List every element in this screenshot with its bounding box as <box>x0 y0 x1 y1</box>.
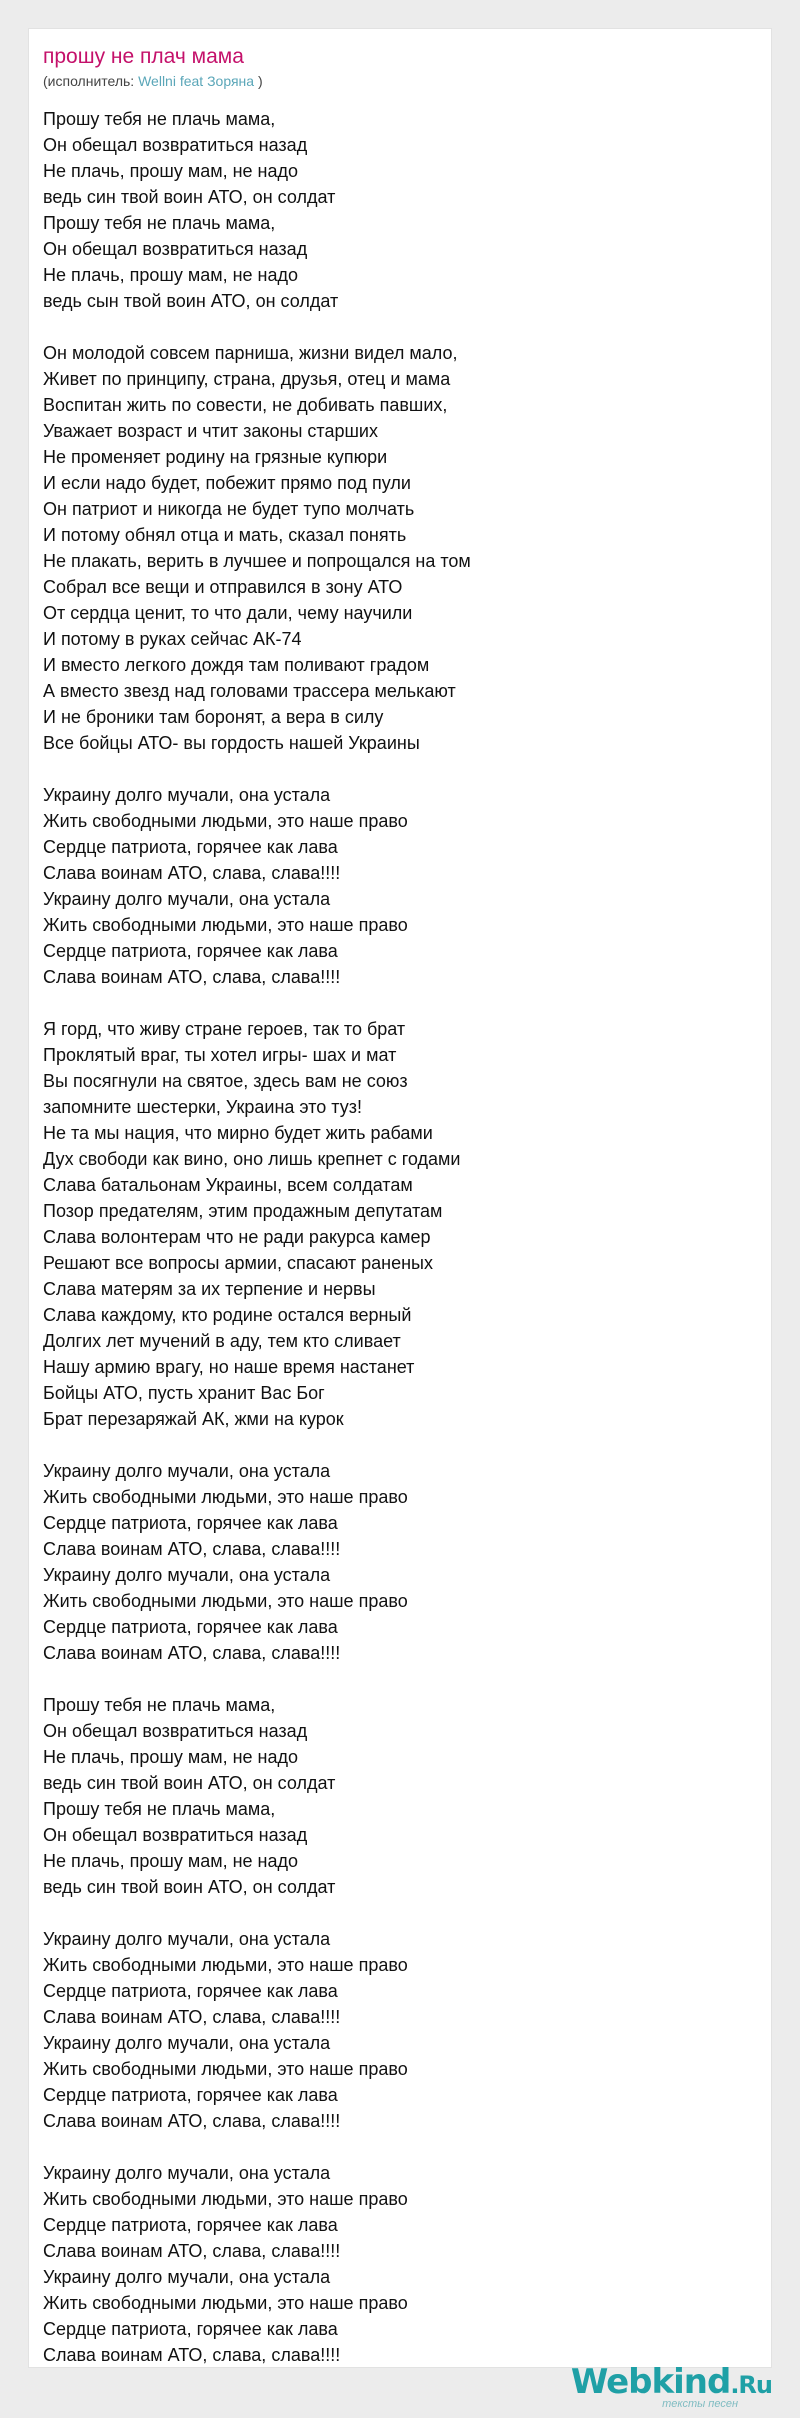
lyrics-line: Слава воинам АТО, слава, слава!!!! <box>43 863 341 883</box>
lyrics-line: Украину долго мучали, она устала <box>43 2163 331 2183</box>
lyrics-line: Не плачь, прошу мам, не надо <box>43 1747 299 1767</box>
performer-suffix: ) <box>254 73 263 89</box>
lyrics-line: Украину долго мучали, она устала <box>43 889 331 909</box>
lyrics-line: Слава волонтерам что не ради ракурса камер <box>43 1227 431 1247</box>
lyrics-line: Брат перезаряжай АК, жми на курок <box>43 1409 344 1429</box>
lyrics-line: Жить свободными людьми, это наше право <box>43 1487 408 1507</box>
lyrics-line: И потому обнял отца и мать, сказал понять <box>43 525 407 545</box>
lyrics-line: Слава воинам АТО, слава, слава!!!! <box>43 1539 341 1559</box>
lyrics-stanza <box>43 1692 757 1900</box>
performer-prefix: (исполнитель: <box>43 73 139 89</box>
lyrics-line: А вместо звезд над головами трассера мелькают <box>43 681 456 701</box>
lyrics-stanza <box>43 782 757 990</box>
lyrics-stanza <box>43 1458 757 1666</box>
lyrics-line: Собрал все вещи и отправился в зону АТО <box>43 577 403 597</box>
lyrics-line: Вы посягнули на святое, здесь вам не союз <box>43 1071 408 1091</box>
lyrics-line: Я горд, что живу стране героев, так то брат <box>43 1019 406 1039</box>
lyrics-line: Все бойцы АТО- вы гордость нашей Украины <box>43 733 420 753</box>
lyrics-line: Не плачь, прошу мам, не надо <box>43 161 299 181</box>
lyrics-line: Не променяет родину на грязные купюри <box>43 447 388 467</box>
lyrics-line: Не плачь, прошу мам, не надо <box>43 1851 299 1871</box>
lyrics-line: Долгих лет мучений в аду, тем кто сливает <box>43 1331 401 1351</box>
lyrics-line: Прошу тебя не плачь мама, <box>43 213 276 233</box>
lyrics-line: Уважает возраст и чтит законы старших <box>43 421 378 441</box>
lyrics-line: Живет по принципу, страна, друзья, отец и мама <box>43 369 451 389</box>
lyrics-line: И если надо будет, побежит прямо под пули <box>43 473 411 493</box>
lyrics-line: Жить свободными людьми, это наше право <box>43 915 408 935</box>
lyrics-line: Нашу армию врагу, но наше время настанет <box>43 1357 415 1377</box>
logo-brand: Webkind <box>570 2362 731 2402</box>
lyrics-line: Не плачь, прошу мам, не надо <box>43 265 299 285</box>
lyrics-line: ведь син твой воин АТО, он солдат <box>43 1773 336 1793</box>
lyrics-line: Слава воинам АТО, слава, слава!!!! <box>43 2007 341 2027</box>
lyrics-line: Жить свободными людьми, это наше право <box>43 1591 408 1611</box>
lyrics-line: запомните шестерки, Украина это туз! <box>43 1097 362 1117</box>
lyrics-line: Украину долго мучали, она устала <box>43 785 331 805</box>
lyrics-line: Украину долго мучали, она устала <box>43 1461 331 1481</box>
lyrics-line: Слава матерям за их терпение и нервы <box>43 1279 376 1299</box>
lyrics-line: Жить свободными людьми, это наше право <box>43 2059 408 2079</box>
lyrics-line: Слава каждому, кто родине остался верный <box>43 1305 412 1325</box>
lyrics-stanza <box>43 106 757 314</box>
lyrics-line: Слава воинам АТО, слава, слава!!!! <box>43 2241 341 2261</box>
artist-link[interactable]: Wellni feat Зоряна <box>138 73 255 89</box>
song-title: прошу не плач мама <box>43 45 244 68</box>
lyrics-line: От сердца ценит, то что дали, чему научили <box>43 603 413 623</box>
lyrics-line: Украину долго мучали, она устала <box>43 1565 331 1585</box>
lyrics-line: И потому в руках сейчас АК-74 <box>43 629 302 649</box>
lyrics-stanza <box>43 340 757 756</box>
lyrics-line: Воспитан жить по совести, не добивать павших, <box>43 395 448 415</box>
performer-line <box>43 72 757 90</box>
lyrics-line: Жить свободными людьми, это наше право <box>43 811 408 831</box>
lyrics-line: Не та мы нация, что мирно будет жить рабами <box>43 1123 433 1143</box>
lyrics-line: Проклятый враг, ты хотел игры- шах и мат <box>43 1045 397 1065</box>
lyrics-card <box>28 28 772 2368</box>
lyrics-line: Он обещал возвратиться назад <box>43 239 308 259</box>
lyrics-line: Он молодой совсем парниша, жизни видел мало, <box>43 343 458 363</box>
lyrics-line: Он обещал возвратиться назад <box>43 1825 308 1845</box>
lyrics-line: Прошу тебя не плачь мама, <box>43 1695 276 1715</box>
lyrics-line: И не броники там боронят, а вера в силу <box>43 707 384 727</box>
lyrics-line: ведь сын твой воин АТО, он солдат <box>43 291 339 311</box>
lyrics-line: Он обещал возвратиться назад <box>43 135 308 155</box>
lyrics-line: Слава воинам АТО, слава, слава!!!! <box>43 967 341 987</box>
lyrics-line: Слава воинам АТО, слава, слава!!!! <box>43 1643 341 1663</box>
site-logo[interactable] <box>571 2363 772 2410</box>
lyrics-line: Дух свободи как вино, оно лишь крепнет с годами <box>43 1149 461 1169</box>
lyrics-line: Слава воинам АТО, слава, слава!!!! <box>43 2345 341 2365</box>
lyrics-stanza <box>43 2160 757 2368</box>
lyrics-line: Украину долго мучали, она устала <box>43 2033 331 2053</box>
logo-tld: .Ru <box>730 2371 772 2399</box>
lyrics-line: Решают все вопросы армии, спасают раненых <box>43 1253 433 1273</box>
lyrics-stanza <box>43 1926 757 2134</box>
lyrics-line: Бойцы АТО, пусть хранит Вас Бог <box>43 1383 325 1403</box>
logo-tagline: тексты песен <box>662 2398 738 2410</box>
lyrics-line: Он патриот и никогда не будет тупо молчать <box>43 499 415 519</box>
lyrics-line: Прошу тебя не плачь мама, <box>43 1799 276 1819</box>
lyrics-line: Позор предателям, этим продажным депутатам <box>43 1201 443 1221</box>
lyrics-line: Жить свободными людьми, это наше право <box>43 2293 408 2313</box>
lyrics-line: Он обещал возвратиться назад <box>43 1721 308 1741</box>
lyrics-line: Жить свободными людьми, это наше право <box>43 1955 408 1975</box>
lyrics-line: Прошу тебя не плачь мама, <box>43 109 276 129</box>
lyrics-stanza <box>43 1016 757 1432</box>
lyrics-line: ведь син твой воин АТО, он солдат <box>43 1877 336 1897</box>
lyrics-line: Сердце патриота, горячее как лава <box>43 2319 338 2339</box>
lyrics-line: Слава батальонам Украины, всем солдатам <box>43 1175 413 1195</box>
lyrics-line: Сердце патриота, горячее как лава <box>43 837 338 857</box>
lyrics-line: И вместо легкого дождя там поливают градом <box>43 655 430 675</box>
lyrics-line: Сердце патриота, горячее как лава <box>43 1981 338 2001</box>
lyrics-line: Сердце патриота, горячее как лава <box>43 2215 338 2235</box>
lyrics-line: Украину долго мучали, она устала <box>43 1929 331 1949</box>
lyrics-line: Слава воинам АТО, слава, слава!!!! <box>43 2111 341 2131</box>
lyrics-line: ведь син твой воин АТО, он солдат <box>43 187 336 207</box>
lyrics-line: Сердце патриота, горячее как лава <box>43 1513 338 1533</box>
lyrics-line: Сердце патриота, горячее как лава <box>43 941 338 961</box>
lyrics-line: Сердце патриота, горячее как лава <box>43 2085 338 2105</box>
lyrics-body <box>43 106 757 2368</box>
lyrics-line: Жить свободными людьми, это наше право <box>43 2189 408 2209</box>
lyrics-line: Сердце патриота, горячее как лава <box>43 1617 338 1637</box>
lyrics-line: Не плакать, верить в лучшее и попрощался на том <box>43 551 471 571</box>
lyrics-line: Украину долго мучали, она устала <box>43 2267 331 2287</box>
